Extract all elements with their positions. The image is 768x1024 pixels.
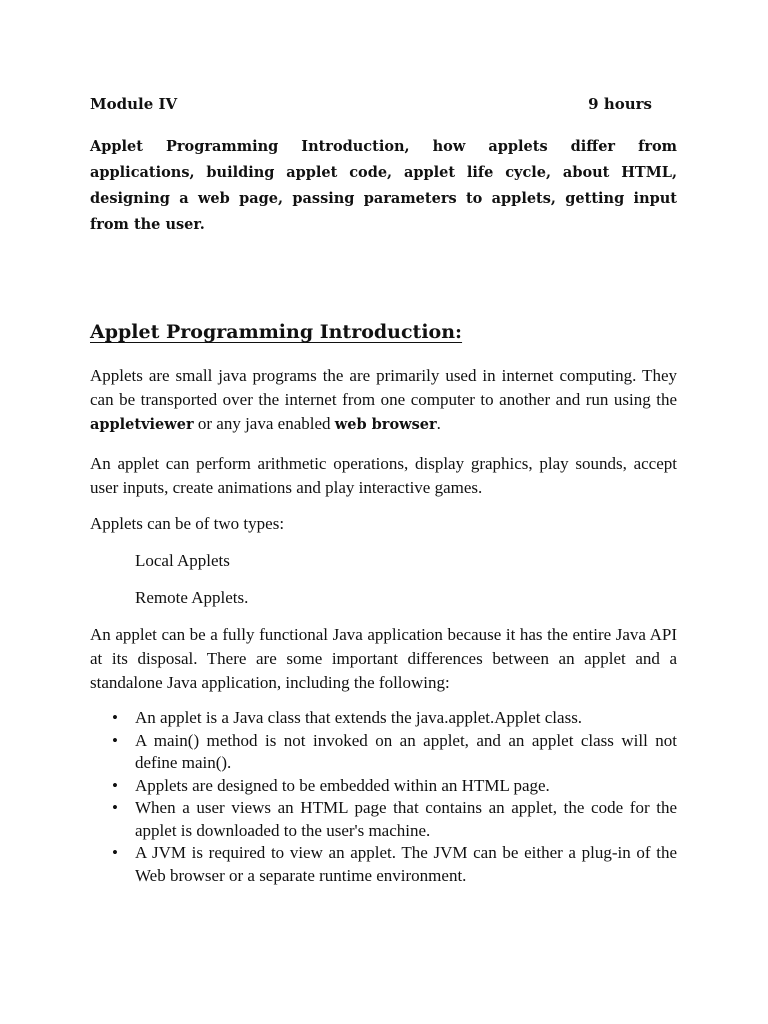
capabilities-paragraph: An applet can perform arithmetic operations, display graphics, play sounds, accept user inputs, create animations and play interactive games. bbox=[90, 454, 677, 497]
list-item-text: An applet is a Java class that extends the java.applet.Applet class. bbox=[135, 708, 583, 727]
differences-list bbox=[90, 707, 677, 887]
applet-type-remote: Remote Applets. bbox=[135, 588, 249, 607]
list-item bbox=[90, 707, 677, 730]
list-item bbox=[90, 797, 677, 842]
differences-paragraph: An applet can be a fully functional Java application because it has the entire Java API at its disposal. There are some important differences between an applet and a standalone Java application, including the following: bbox=[90, 625, 677, 692]
list-item-text: A JVM is required to view an applet. The JVM can be either a plug-in of the Web browser or a separate runtime environment. bbox=[135, 843, 677, 885]
module-label: Module IV bbox=[90, 95, 178, 113]
types-intro-paragraph: Applets can be of two types: bbox=[90, 514, 285, 533]
bullet-icon: • bbox=[112, 843, 118, 862]
section-title: Applet Programming Introduction: bbox=[90, 321, 463, 343]
intro-text-e: . bbox=[436, 414, 441, 433]
bullet-icon: • bbox=[112, 708, 118, 727]
list-item-text: Applets are designed to be embedded within an HTML page. bbox=[135, 775, 550, 795]
list-item-text: When a user views an HTML page that contains an applet, the code for the applet is downloaded to the user's machine. bbox=[135, 798, 677, 840]
bullet-icon: • bbox=[112, 775, 118, 795]
syllabus-topics: Applet Programming Introduction, how applets differ from applications, building applet code, applet life cycle, about HTML, designing a web page, passing parameters to applets, getting input from the user. bbox=[90, 138, 677, 233]
bullet-icon: • bbox=[112, 730, 118, 750]
intro-text-c: or any java enabled bbox=[193, 414, 335, 433]
web-browser-term: web browser bbox=[334, 416, 437, 433]
appletviewer-term: appletviewer bbox=[90, 416, 194, 433]
applet-type-local: Local Applets bbox=[135, 551, 230, 570]
bullet-icon: • bbox=[112, 798, 118, 817]
intro-paragraph bbox=[90, 364, 677, 437]
intro-text-a: Applets are small java programs the are primarily used in internet computing. They can be transported over the internet from one computer to another and run using the bbox=[90, 366, 677, 409]
list-item bbox=[90, 775, 677, 798]
list-item-text: A main() method is not invoked on an applet, and an applet class will not define main(). bbox=[135, 730, 677, 772]
list-item bbox=[90, 730, 677, 775]
module-header bbox=[90, 95, 652, 113]
list-item bbox=[90, 842, 677, 887]
module-duration: 9 hours bbox=[588, 95, 652, 113]
